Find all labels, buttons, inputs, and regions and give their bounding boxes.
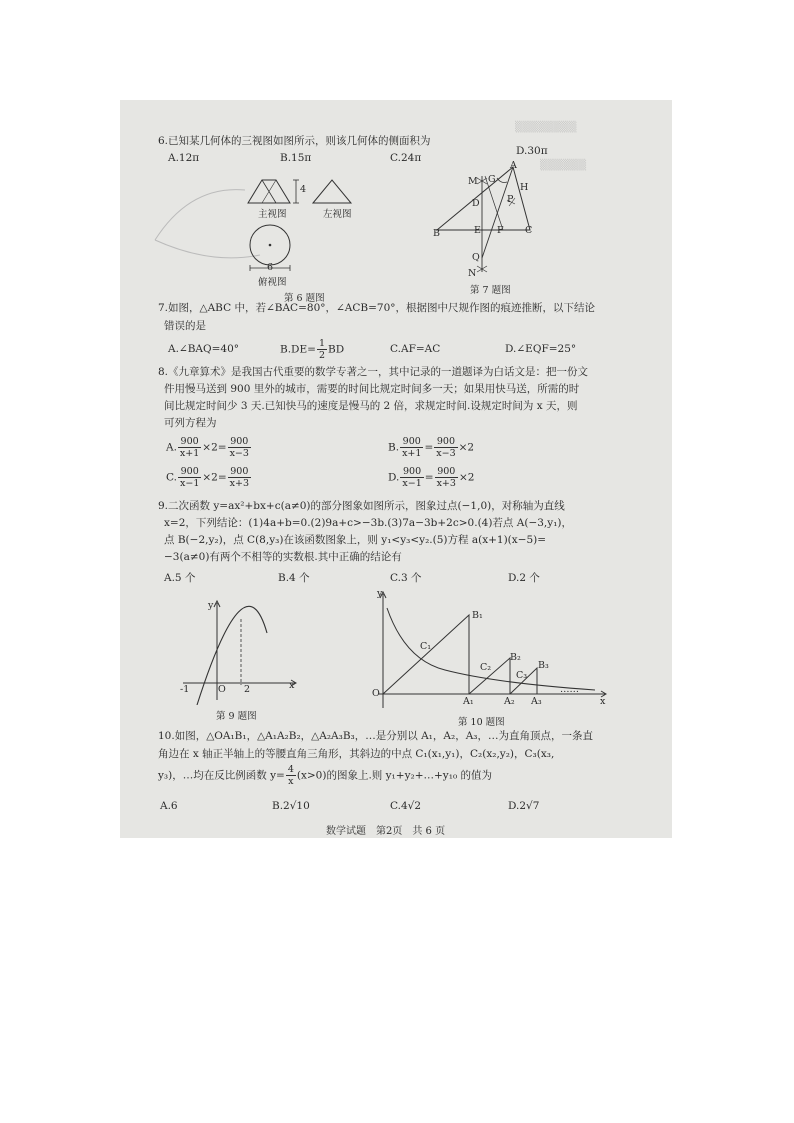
fraction-numerator: 900 (228, 466, 251, 478)
q9-caption: 第 9 题图 (216, 711, 257, 722)
q7-stem-line1: 7.如图，△ABC 中，若∠BAC=80°，∠ACB=70°，根据图中尺规作图的痕迹推断，以下结论 (158, 302, 596, 314)
fraction-denominator: x+3 (229, 478, 250, 489)
point-q: Q (472, 252, 480, 263)
q10-stem-line3-suffix: (x>0)的图象上.则 y₁+y₂+…+y₁₀ 的值为 (296, 769, 492, 782)
point-f: F (497, 225, 504, 236)
q10-y-label: y (377, 588, 383, 599)
q6-top-view-label: 俯视图 (258, 277, 287, 288)
q10-stem-line3-prefix: y₃)，…均在反比例函数 y= (158, 769, 285, 782)
fraction-numerator: 900 (434, 436, 457, 448)
fraction (228, 436, 251, 459)
fraction-denominator: x−1 (180, 478, 200, 489)
q7-caption: 第 7 题图 (470, 285, 511, 296)
point-d: D (472, 198, 480, 209)
triangle-oa1b1 (383, 615, 469, 694)
q9-option-a: A.5 个 (164, 572, 196, 584)
q10-b3-label: B₃ (538, 660, 549, 671)
q6-stem: 6.已知某几何体的三视图如图所示，则该几何体的侧面积为 (158, 135, 431, 147)
fraction (178, 436, 201, 459)
q8-option-a (166, 436, 252, 459)
q9-option-d: D.2 个 (508, 572, 540, 584)
q10-c1-label: C₁ (420, 641, 432, 652)
hyperbola-curve (387, 608, 595, 690)
q8-option-d (388, 466, 474, 489)
q6-caption: 第 6 题图 (284, 293, 325, 304)
q8-stem-line1: 8.《九章算术》是我国古代重要的数学专著之一，其中记录的一道题译为白话文是：把一份文 (158, 366, 589, 378)
option-label: C. (166, 471, 177, 484)
q10-stem-line1: 10.如图，△OA₁B₁，△A₁A₂B₂，△A₂A₃B₃，…是分别以 A₁，A₂，A₃，…为直角顶点，一条直 (158, 730, 593, 742)
fraction-numerator: 900 (228, 436, 251, 448)
q10-b2-label: B₂ (510, 652, 521, 663)
fraction-numerator: 900 (400, 466, 423, 478)
q8-stem-line2: 件用慢马送到 900 里外的城市，需要的时间比规定时间多一天；如果用快马送，所需的时 (164, 383, 580, 395)
fraction-denominator: 2 (318, 350, 325, 361)
q9-option-c: C.3 个 (390, 572, 422, 584)
q8-option-b (388, 436, 474, 459)
fraction (228, 466, 251, 489)
operator: = (424, 471, 434, 484)
fraction-denominator: x+1 (179, 448, 200, 459)
fraction-denominator: x+3 (436, 478, 456, 489)
q8-option-c (166, 466, 252, 489)
q10-option-c: C.4√2 (390, 800, 422, 812)
q9-parabola-graph (175, 595, 305, 705)
q6-diameter-label: 6 (267, 262, 274, 273)
fraction (435, 466, 458, 489)
q7-option-a: A.∠BAQ=40° (168, 343, 240, 355)
point-h: H (520, 182, 529, 193)
q7-stem-line2: 错误的是 (164, 320, 206, 332)
point-c: C (525, 225, 533, 236)
operator: ×2 (458, 471, 475, 484)
q6-option-a: A.12π (168, 152, 200, 164)
q10-c3-label: C₃ (516, 670, 528, 681)
q6-option-b: B.15π (280, 152, 312, 164)
q10-x-label: x (600, 696, 606, 707)
fraction-numerator: 4 (287, 764, 294, 775)
q7-option-b-suffix: BD (327, 343, 345, 356)
q10-c2-label: C₂ (480, 662, 492, 673)
q9-minus-one-label: -1 (180, 684, 190, 695)
point-b: B (433, 228, 440, 239)
fraction-numerator: 900 (178, 466, 201, 478)
q10-a3-label: A₃ (531, 696, 542, 707)
q6-left-view-label: 左视图 (323, 209, 352, 220)
q10-fraction (286, 764, 296, 787)
q10-ellipsis: …… (560, 684, 579, 695)
point-g: G (488, 174, 496, 185)
q8-stem-line4: 可列方程为 (164, 417, 217, 429)
q8-stem-line3: 间比规定时间少 3 天.已知快马的速度是慢马的 2 倍，求规定时间.设规定时间为 x 天，则 (164, 400, 578, 412)
point-n: N (468, 268, 477, 279)
fraction-denominator: x−1 (402, 478, 422, 489)
option-label: A. (166, 441, 177, 454)
q9-stem-line1: 9.二次函数 y=ax²+bx+c(a≠0)的部分图象如图所示，图象过点(−1,0)，对称轴为直线 (158, 500, 565, 512)
q10-option-d: D.2√7 (508, 800, 540, 812)
operator: ×2 (458, 441, 475, 454)
fraction (434, 436, 457, 459)
fraction-denominator: x−3 (229, 448, 249, 459)
faint-arc (155, 190, 245, 240)
operator: ×2= (202, 471, 227, 484)
fraction-numerator: 1 (318, 338, 325, 349)
parabola-curve (197, 606, 267, 705)
q10-caption: 第 10 题图 (458, 717, 505, 728)
operator: ×2= (202, 441, 227, 454)
fraction-numerator: 900 (400, 436, 423, 448)
bleed-through-text: ▒▒▒▒▒▒▒▒ (515, 122, 577, 133)
q10-b1-label: B₁ (472, 610, 483, 621)
q9-y-label: y (208, 600, 214, 611)
operator: = (424, 441, 434, 454)
q9-x-label: x (289, 680, 295, 691)
q10-triangles-graph (365, 590, 615, 715)
triangle-abc (437, 167, 530, 230)
q10-stem-line3 (158, 764, 492, 787)
point-e: E (474, 225, 481, 236)
fraction (400, 466, 423, 489)
fraction-denominator: x (288, 776, 294, 787)
point-p: P (507, 194, 514, 205)
fraction-numerator: 900 (435, 466, 458, 478)
q6-option-c: C.24π (390, 152, 422, 164)
point-a: A (510, 160, 517, 171)
q10-a1-label: A₁ (463, 696, 474, 707)
fraction-denominator: x+1 (402, 448, 422, 459)
q10-stem-line2: 角边在 x 轴正半轴上的等腰直角三角形，其斜边的中点 C₁(x₁,y₁)，C₂(x₂,y₂)，C₃(x₃, (158, 748, 555, 760)
fraction (178, 466, 201, 489)
fraction-numerator: 900 (178, 436, 201, 448)
exam-page-photo (120, 100, 672, 838)
q10-origin-label: O (372, 688, 380, 699)
left-view-triangle (313, 180, 351, 203)
page-footer: 数学试题 第2页 共 6 页 (326, 826, 446, 837)
option-label: B. (388, 441, 400, 454)
q7-option-c: C.AF=AC (390, 343, 441, 355)
q10-option-a: A.6 (160, 800, 178, 812)
q9-stem-line3: 点 B(−2,y₂)，点 C(8,y₃)在该函数图象上，则 y₁<y₃<y₂.(5)方程 a(x+1)(x−5)= (164, 534, 547, 546)
q9-option-b: B.4 个 (278, 572, 310, 584)
q7-option-d: D.∠EQF=25° (505, 343, 577, 355)
q6-option-d: D.30π (516, 145, 548, 157)
q9-two-label: 2 (244, 684, 251, 695)
q9-origin-label: O (218, 684, 226, 695)
fraction-denominator: x−3 (436, 448, 456, 459)
q10-a2-label: A₂ (504, 696, 515, 707)
option-label: D. (388, 471, 400, 484)
q6-front-view-label: 主视图 (258, 209, 287, 220)
q9-stem-line4: −3(a≠0)有两个不相等的实数根.其中正确的结论有 (164, 551, 402, 563)
q7-option-b-fraction (317, 338, 327, 361)
point-m: M (468, 176, 478, 187)
q9-stem-line2: x=2，下列结论：(1)4a+b=0.(2)9a+c>−3b.(3)7a−3b+2c>0.(4)若点 A(−3,y₁)， (164, 517, 573, 529)
q10-option-b: B.2√10 (272, 800, 310, 812)
faint-arc (155, 240, 260, 258)
fraction (400, 436, 423, 459)
q6-height-label: 4 (300, 184, 307, 195)
bleed-through-text: ▒▒▒▒▒▒ (540, 160, 587, 171)
q7-option-b (280, 338, 344, 361)
q7-option-b-prefix: B.DE= (280, 343, 316, 356)
